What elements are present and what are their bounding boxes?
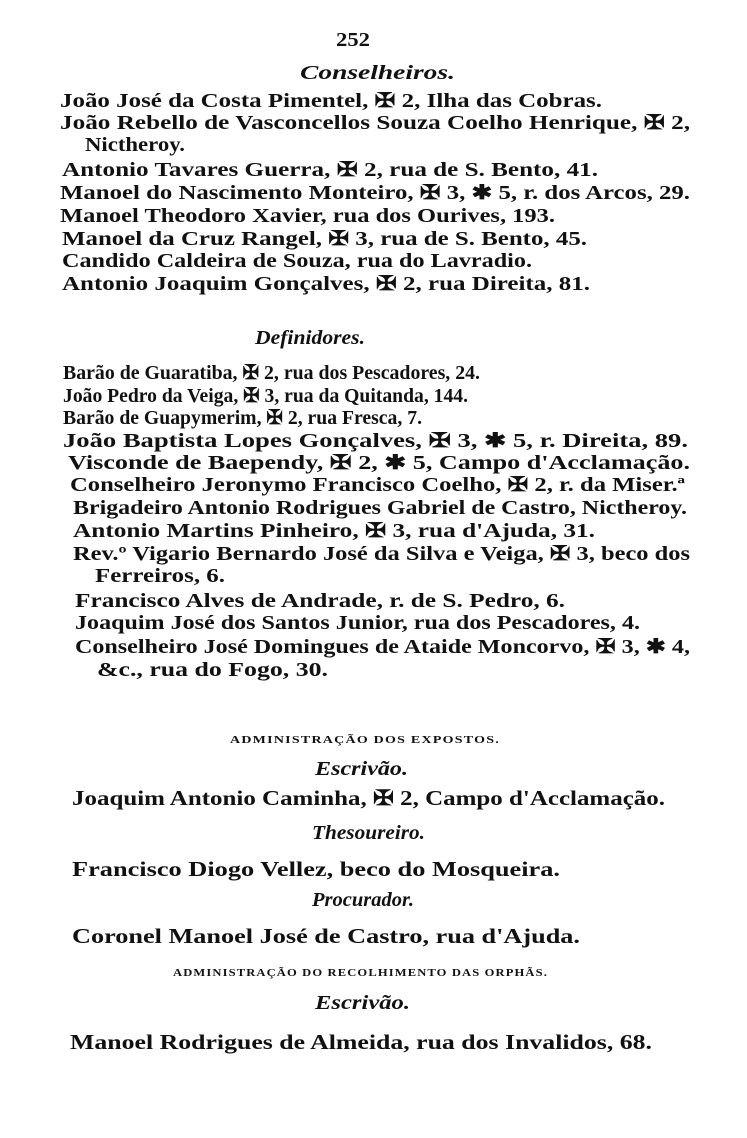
entry-line: Conselheiro José Domingues de Ataide Moncorvo, ✠ 3, ✱ 4, bbox=[75, 636, 690, 658]
heading-procurador: Procurador. bbox=[312, 889, 414, 911]
entry-line: João Pedro da Veiga, ✠ 3, rua da Quitanda, 144. bbox=[63, 385, 468, 407]
entry-line: João Rebello de Vasconcellos Souza Coelho Henrique, ✠ 2, bbox=[60, 112, 690, 134]
entry-line: &c., rua do Fogo, 30. bbox=[97, 659, 328, 681]
entry-line: Francisco Diogo Vellez, beco do Mosqueira. bbox=[72, 857, 560, 881]
entry-line: Antonio Martins Pinheiro, ✠ 3, rua d'Ajuda, 31. bbox=[73, 520, 595, 542]
heading-escrivao: Escrivão. bbox=[315, 992, 410, 1014]
entry-line: Conselheiro Jeronymo Francisco Coelho, ✠ 2, r. da Miser.ª bbox=[70, 474, 685, 496]
section-heading-conselheiros: Conselheiros. bbox=[300, 62, 455, 84]
entry-line: Brigadeiro Antonio Rodrigues Gabriel de Castro, Nictheroy. bbox=[73, 497, 687, 519]
page-number: 252 bbox=[336, 29, 370, 51]
section-heading-definidores: Definidores. bbox=[255, 327, 365, 349]
entry-line: Ferreiros, 6. bbox=[95, 565, 225, 587]
entry-line: Antonio Tavares Guerra, ✠ 2, rua de S. Bento, 41. bbox=[62, 159, 598, 181]
section-title-admin-orphas: ADMINISTRAÇÃO DO RECOLHIMENTO DAS ORPHÃS. bbox=[173, 967, 548, 979]
entry-line: Nictheroy. bbox=[85, 134, 185, 156]
entry-line: Barão de Guapymerim, ✠ 2, rua Fresca, 7. bbox=[63, 407, 422, 429]
entry-line: João Baptista Lopes Gonçalves, ✠ 3, ✱ 5, r. Direita, 89. bbox=[63, 430, 688, 452]
entry-line: Francisco Alves de Andrade, r. de S. Pedro, 6. bbox=[75, 590, 565, 612]
entry-line: Joaquim Antonio Caminha, ✠ 2, Campo d'Acclamação. bbox=[72, 786, 665, 810]
heading-escrivao: Escrivão. bbox=[315, 758, 408, 780]
heading-thesoureiro: Thesoureiro. bbox=[312, 822, 425, 844]
entry-line: Candido Caldeira de Souza, rua do Lavradio. bbox=[62, 250, 532, 272]
entry-line: Visconde de Baependy, ✠ 2, ✱ 5, Campo d'Acclamação. bbox=[68, 452, 690, 474]
entry-line: Joaquim José dos Santos Junior, rua dos Pescadores, 4. bbox=[75, 612, 640, 634]
entry-line: Manoel da Cruz Rangel, ✠ 3, rua de S. Bento, 45. bbox=[62, 228, 587, 250]
section-title-admin-expostos: ADMINISTRAÇÃO DOS EXPOSTOS. bbox=[230, 734, 500, 746]
entry-line: Barão de Guaratiba, ✠ 2, rua dos Pescadores, 24. bbox=[63, 362, 480, 384]
entry-line: João José da Costa Pimentel, ✠ 2, Ilha das Cobras. bbox=[60, 90, 602, 112]
entry-line: Rev.º Vigario Bernardo José da Silva e Veiga, ✠ 3, beco dos bbox=[73, 543, 690, 565]
entry-line: Coronel Manoel José de Castro, rua d'Ajuda. bbox=[72, 924, 580, 948]
entry-line: Antonio Joaquim Gonçalves, ✠ 2, rua Direita, 81. bbox=[62, 273, 590, 295]
entry-line: Manoel Theodoro Xavier, rua dos Ourives, 193. bbox=[60, 205, 555, 227]
entry-line: Manoel do Nascimento Monteiro, ✠ 3, ✱ 5, r. dos Arcos, 29. bbox=[60, 182, 690, 204]
entry-line: Manoel Rodrigues de Almeida, rua dos Invalidos, 68. bbox=[70, 1030, 652, 1054]
